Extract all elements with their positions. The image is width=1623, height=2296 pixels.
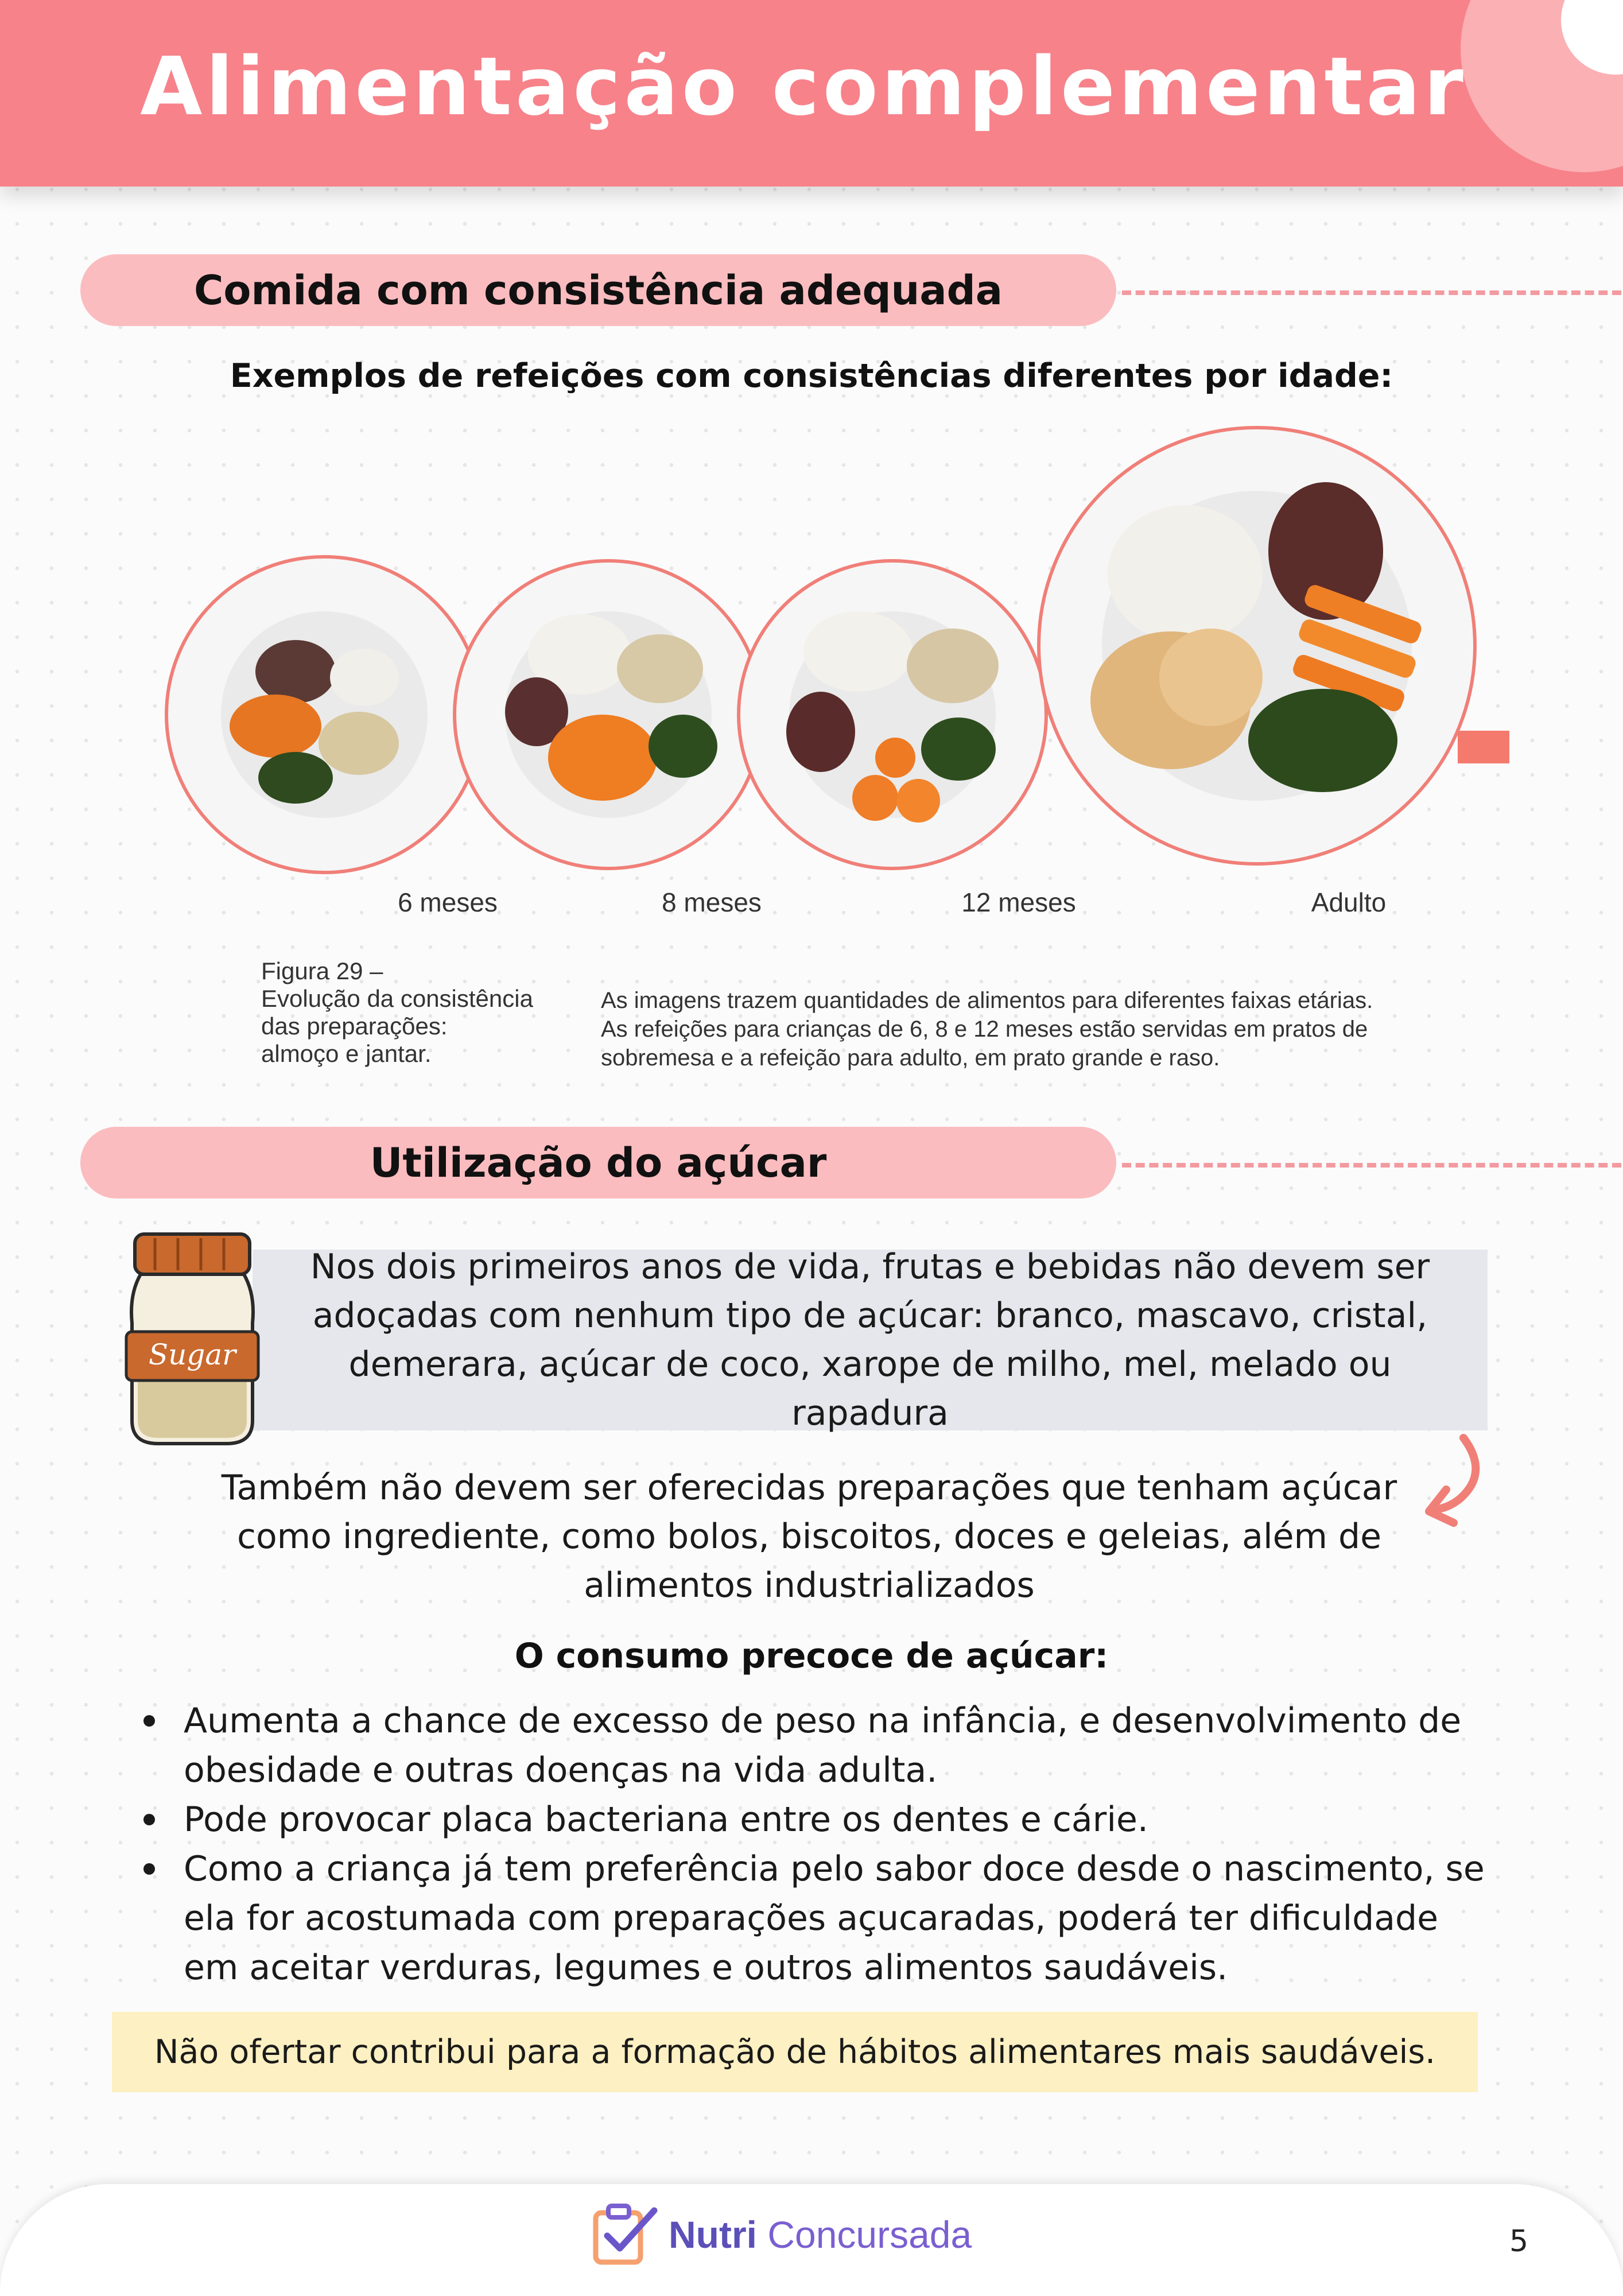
plate-8-months: [455, 561, 762, 868]
brand-name: [669, 2213, 972, 2256]
plate-adult: [1039, 428, 1475, 864]
meals-subtitle: Exemplos de refeições com consistências diferentes por idade:: [230, 357, 1393, 395]
sugar-info-box: Nos dois primeiros anos de vida, frutas e bebidas não devem ser adoçadas com nenhum tipo de açúcar: branco, mascavo, cristal, demerara, açúcar de coco, xarope de milho, mel, melado ou rapadura: [253, 1250, 1488, 1430]
figure-caption-note: As imagens trazem quantidades de alimentos para diferentes faixas etárias. As refeições para crianças de 6, 8 e 12 meses estão servidas em pratos de sobremesa e a refeição para adulto, em prato grande e raso.: [601, 988, 1373, 1071]
figure-title-line: das preparações:: [261, 1013, 448, 1040]
plate-label-8-months: 8 meses: [662, 887, 762, 917]
early-consumption-title: O consumo precoce de açúcar:: [514, 1636, 1109, 1676]
plate-label-6-months: 6 meses: [398, 887, 498, 917]
section-divider-2: [1122, 1163, 1621, 1168]
page-number: 5: [1509, 2224, 1529, 2259]
plate-12-months: [739, 561, 1046, 868]
section-title-consistency: Comida com consistência adequada: [80, 254, 1116, 326]
page-header: [0, 0, 1623, 187]
jar-label: Sugar: [148, 1338, 236, 1371]
plate-label-adult: Adulto: [1311, 887, 1387, 917]
list-item: Como a criança já tem preferência pelo sabor doce desde o nascimento, se ela for acostumada com preparações açucaradas, poderá ter dificuldade em aceitar verduras, legumes e outros alimentos saudáveis.: [143, 1844, 1498, 1992]
figure-title-line: almoço e jantar.: [261, 1040, 432, 1067]
consequences-list: [143, 1696, 1498, 1992]
plate-6-months: [166, 557, 482, 872]
list-item: Aumenta a chance de excesso de peso na infância, e desenvolvimento de obesidade e outras doenças na vida adulta.: [143, 1696, 1498, 1795]
figure-caption-title: [261, 957, 605, 1068]
plates-figure: [0, 413, 1623, 884]
figure-number: Figura 29 –: [261, 957, 383, 984]
figure-accent-bar: [1458, 731, 1509, 763]
highlight-note: Não ofertar contribui para a formação de hábitos alimentares mais saudáveis.: [112, 2012, 1478, 2092]
brand-logo-icon: [591, 2200, 660, 2266]
curved-arrow-icon: [1415, 1432, 1495, 1530]
plate-label-12-months: 12 meses: [961, 887, 1076, 917]
sugar-jar-icon: [123, 1231, 261, 1449]
section-divider-1: [1122, 290, 1621, 295]
figure-title-line: Evolução da consistência: [261, 985, 533, 1012]
page-title: Alimentação complementar: [140, 40, 1467, 134]
list-item: Pode provocar placa bacteriana entre os dentes e cárie.: [143, 1795, 1498, 1844]
brand-name-part1: Nutri: [669, 2213, 757, 2256]
section-title-sugar: Utilização do açúcar: [80, 1127, 1116, 1199]
sugar-paragraph: Também não devem ser oferecidas preparações que tenham açúcar como ingrediente, como bolos, biscoitos, doces e geleias, além de alimentos industrializados: [221, 1468, 1397, 1605]
brand-name-part2: Concursada: [767, 2213, 972, 2256]
